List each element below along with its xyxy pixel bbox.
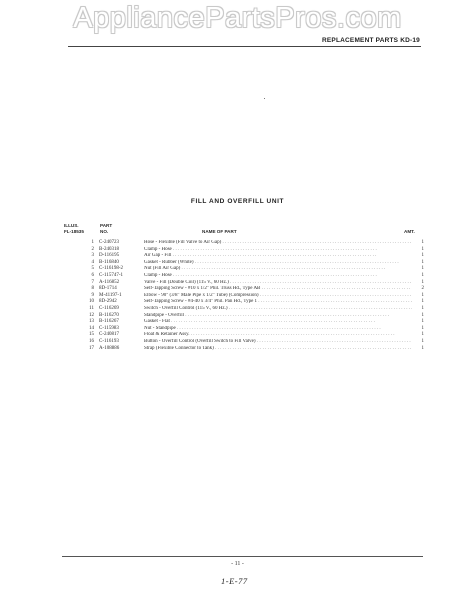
column-header-part: [100, 223, 112, 235]
illus-number: 16: [89, 339, 94, 344]
part-name: Air Gap - Fill . . .: [144, 253, 412, 260]
column-header-part-label: PART: [100, 223, 113, 228]
illus-number: 10: [89, 299, 94, 305]
amount: 1: [421, 273, 424, 278]
table-row: [0, 299, 475, 306]
part-number: B-116270: [99, 312, 119, 318]
scan-speck: [264, 98, 265, 99]
amount: 1: [421, 279, 424, 285]
table-row: [0, 280, 475, 287]
part-number: C-115983: [99, 325, 119, 331]
amount: 1: [421, 332, 424, 338]
column-header-illus-sub: FL-18535: [64, 229, 84, 234]
part-name: Self-Tapping Screw - #10 x 1/2" Phil. Truss Hd., Type AB . . .: [144, 286, 412, 293]
part-name: Valve - Fill (Double Coil) (115 V., 60 Hz.) . . .: [144, 280, 412, 287]
part-number: C-240723: [99, 240, 119, 245]
amount: 1: [421, 246, 424, 252]
illus-number: 6: [91, 273, 94, 278]
illus-number: 8: [91, 286, 94, 292]
table-row: [0, 306, 475, 313]
part-name: Self-Tapping Screw - #4-40 x 3/4" Phil. Pan Hd., Type 1 . . .: [144, 299, 412, 306]
illus-number: 3: [91, 253, 94, 259]
part-name: Nut (Fill Air Gap) . . .: [144, 266, 412, 273]
table-row: [0, 247, 475, 254]
amount: 1: [421, 299, 424, 305]
illus-number: 15: [89, 332, 94, 338]
table-row: [0, 253, 475, 260]
table-row: [0, 273, 475, 280]
handwritten-note: 1-E-77: [221, 576, 248, 586]
part-name: Clamp - Hose . . .: [144, 273, 412, 280]
illus-number: 1: [91, 240, 94, 245]
footer-rule: [62, 556, 423, 557]
part-number: B-240318: [99, 246, 119, 252]
table-row: [0, 293, 475, 300]
part-name: Button - Overfill Control (Overfill Switch to Fill Valve) . . .: [144, 339, 412, 346]
illus-number: 13: [89, 319, 94, 325]
part-number: C-115747-1: [99, 273, 123, 278]
part-name: Elbow - 90° (3/8" Male Pipe x 1/2" Tube) (Compression) . . .: [144, 293, 412, 300]
illus-number: 4: [91, 259, 94, 265]
part-number: C-240817: [99, 332, 119, 338]
table-row: [0, 339, 475, 346]
amount: 1: [421, 240, 424, 245]
part-name: Float & Retainer Assy. . . .: [144, 332, 412, 339]
part-number: C-116193: [99, 339, 119, 344]
part-name: Nut - Standpipe . . .: [144, 326, 412, 333]
amount: 1: [421, 319, 424, 325]
document-title: REPLACEMENT PARTS KD-19: [321, 37, 420, 44]
part-number: 8D-1714: [99, 286, 117, 292]
part-number: 8D-2942: [99, 299, 117, 305]
amount: 1: [421, 266, 424, 272]
part-name: Gasket - Flat . . .: [144, 319, 412, 326]
amount: 1: [421, 259, 424, 265]
table-row: [0, 332, 475, 339]
part-number: A-108886: [99, 345, 120, 351]
part-number: C-116198-2: [99, 266, 123, 272]
amount: 1: [421, 339, 424, 344]
amount: 1: [421, 325, 424, 331]
table-row: [0, 260, 475, 267]
column-header-illus: [64, 223, 84, 235]
part-name: Standpipe - Overfill . . .: [144, 313, 412, 320]
part-name: Hose - Flexible (Fill Valve to Air Gap) . . .: [144, 240, 412, 247]
part-number: M-41197-1: [99, 292, 122, 298]
table-row: [0, 346, 475, 353]
table-row: [0, 266, 475, 273]
part-number: A-116852: [99, 279, 120, 285]
section-title: FILL AND OVERFILL UNIT: [190, 198, 285, 205]
illus-number: 5: [91, 266, 94, 272]
header-rule: [68, 46, 421, 47]
part-name: Gasket - Rubber (White) . . .: [144, 260, 412, 267]
table-row: [0, 326, 475, 333]
table-row: [0, 286, 475, 293]
illus-number: 7: [91, 279, 94, 285]
amount: 1: [421, 345, 424, 351]
illus-number: 17: [89, 345, 94, 351]
amount: 1: [421, 292, 424, 298]
illus-number: 9: [91, 292, 94, 298]
column-header-amt: AMT.: [404, 229, 415, 234]
amount: 1: [421, 312, 424, 318]
column-header-name: NAME OF PART: [202, 229, 237, 234]
part-number: B-116840: [99, 259, 119, 265]
table-row: [0, 319, 475, 326]
amount: 2: [421, 286, 424, 292]
page-number: - 11 -: [231, 561, 244, 567]
amount: 1: [421, 253, 424, 259]
watermark: AppliancePartsPros.com: [73, 2, 402, 34]
part-number: D-116195: [99, 253, 120, 259]
part-name: Strap (Flexible Connector to Tank) . . .: [144, 346, 412, 353]
column-header-part-sub: NO.: [100, 229, 109, 234]
column-header-illus-label: ILLUS.: [64, 223, 79, 228]
part-number: C-116269: [99, 306, 119, 311]
amount: 1: [421, 306, 424, 311]
illus-number: 2: [91, 246, 94, 252]
illus-number: 12: [89, 312, 94, 318]
illus-number: 14: [89, 325, 94, 331]
table-row: [0, 313, 475, 320]
part-number: B-116267: [99, 319, 119, 325]
part-name: Switch - Overfill Control (115 V., 60 Hz.) . . .: [144, 306, 412, 313]
part-name: Clamp - Hose . . .: [144, 247, 412, 254]
illus-number: 11: [89, 306, 94, 311]
table-row: [0, 240, 475, 247]
